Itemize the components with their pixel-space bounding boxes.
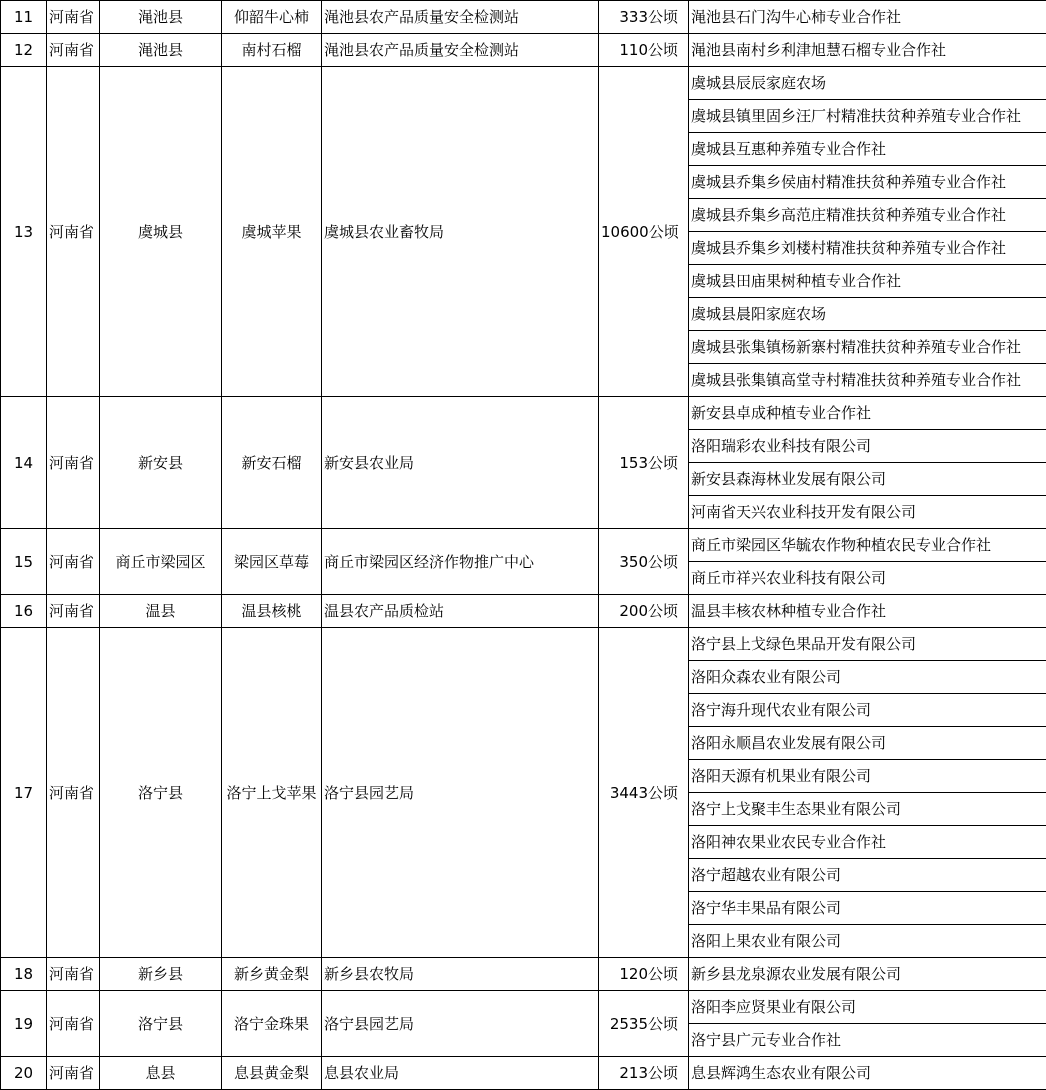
agency-cell: 洛宁县园艺局 [322, 991, 599, 1057]
row-number-cell: 13 [1, 67, 47, 397]
company-cell: 洛阳永顺昌农业发展有限公司 [689, 727, 1046, 760]
company-cell: 洛阳天源有机果业有限公司 [689, 760, 1046, 793]
company-cell: 商丘市祥兴农业科技有限公司 [689, 562, 1046, 595]
row-number-cell: 12 [1, 34, 47, 67]
company-cell: 洛宁县广元专业合作社 [689, 1024, 1046, 1057]
company-cell: 虞城县乔集乡刘楼村精准扶贫种养殖专业合作社 [689, 232, 1046, 265]
row-number-cell: 18 [1, 958, 47, 991]
company-cell: 洛阳瑞彩农业科技有限公司 [689, 430, 1046, 463]
company-cell: 新安县森海林业发展有限公司 [689, 463, 1046, 496]
table-row [1, 958, 1046, 991]
company-cell: 虞城县晨阳家庭农场 [689, 298, 1046, 331]
county-cell: 新安县 [100, 397, 222, 529]
county-cell: 温县 [100, 595, 222, 628]
area-cell: 10600公顷 [599, 67, 689, 397]
company-cell: 商丘市梁园区华毓农作物种植农民专业合作社 [689, 529, 1046, 562]
row-number-cell: 16 [1, 595, 47, 628]
table-row [1, 595, 1046, 628]
table-row [1, 529, 1046, 562]
product-name-cell: 新乡黄金梨 [222, 958, 322, 991]
product-name-cell: 虞城苹果 [222, 67, 322, 397]
company-cell: 河南省天兴农业科技开发有限公司 [689, 496, 1046, 529]
table-row [1, 628, 1046, 661]
county-cell: 渑池县 [100, 34, 222, 67]
table-row [1, 34, 1046, 67]
company-cell: 洛阳神农果业农民专业合作社 [689, 826, 1046, 859]
company-cell: 虞城县镇里固乡汪厂村精准扶贫种养殖专业合作社 [689, 100, 1046, 133]
company-cell: 洛阳李应贤果业有限公司 [689, 991, 1046, 1024]
product-name-cell: 仰韶牛心柿 [222, 1, 322, 34]
product-name-cell: 息县黄金梨 [222, 1057, 322, 1090]
company-cell: 洛阳上果农业有限公司 [689, 925, 1046, 958]
company-cell: 虞城县乔集乡侯庙村精准扶贫种养殖专业合作社 [689, 166, 1046, 199]
company-cell: 洛宁海升现代农业有限公司 [689, 694, 1046, 727]
county-cell: 虞城县 [100, 67, 222, 397]
province-cell: 河南省 [47, 1, 100, 34]
province-cell: 河南省 [47, 991, 100, 1057]
table-body [1, 1, 1046, 1090]
area-cell: 350公顷 [599, 529, 689, 595]
province-cell: 河南省 [47, 67, 100, 397]
company-cell: 虞城县乔集乡高范庄精准扶贫种养殖专业合作社 [689, 199, 1046, 232]
table-row [1, 1, 1046, 34]
area-cell: 2535公顷 [599, 991, 689, 1057]
company-cell: 温县丰核农林种植专业合作社 [689, 595, 1046, 628]
company-cell: 新乡县龙泉源农业发展有限公司 [689, 958, 1046, 991]
product-name-cell: 新安石榴 [222, 397, 322, 529]
county-cell: 洛宁县 [100, 628, 222, 958]
company-cell: 虞城县互惠种养殖专业合作社 [689, 133, 1046, 166]
agency-cell: 洛宁县园艺局 [322, 628, 599, 958]
company-cell: 新安县卓成种植专业合作社 [689, 397, 1046, 430]
province-cell: 河南省 [47, 595, 100, 628]
product-name-cell: 洛宁上戈苹果 [222, 628, 322, 958]
company-cell: 渑池县南村乡利津旭慧石榴专业合作社 [689, 34, 1046, 67]
company-cell: 息县辉鸿生态农业有限公司 [689, 1057, 1046, 1090]
county-cell: 商丘市梁园区 [100, 529, 222, 595]
area-cell: 3443公顷 [599, 628, 689, 958]
province-cell: 河南省 [47, 529, 100, 595]
province-cell: 河南省 [47, 397, 100, 529]
product-name-cell: 洛宁金珠果 [222, 991, 322, 1057]
area-cell: 110公顷 [599, 34, 689, 67]
company-cell: 洛阳众森农业有限公司 [689, 661, 1046, 694]
row-number-cell: 17 [1, 628, 47, 958]
company-cell: 洛宁华丰果品有限公司 [689, 892, 1046, 925]
product-name-cell: 南村石榴 [222, 34, 322, 67]
company-cell: 洛宁上戈聚丰生态果业有限公司 [689, 793, 1046, 826]
agency-cell: 渑池县农产品质量安全检测站 [322, 34, 599, 67]
province-cell: 河南省 [47, 628, 100, 958]
area-cell: 153公顷 [599, 397, 689, 529]
county-cell: 渑池县 [100, 1, 222, 34]
product-name-cell: 温县核桃 [222, 595, 322, 628]
county-cell: 息县 [100, 1057, 222, 1090]
area-cell: 213公顷 [599, 1057, 689, 1090]
table-row [1, 991, 1046, 1024]
row-number-cell: 19 [1, 991, 47, 1057]
agency-cell: 新安县农业局 [322, 397, 599, 529]
row-number-cell: 15 [1, 529, 47, 595]
area-cell: 200公顷 [599, 595, 689, 628]
agency-cell: 虞城县农业畜牧局 [322, 67, 599, 397]
row-number-cell: 14 [1, 397, 47, 529]
province-cell: 河南省 [47, 1057, 100, 1090]
agency-cell: 温县农产品质检站 [322, 595, 599, 628]
county-cell: 洛宁县 [100, 991, 222, 1057]
county-cell: 新乡县 [100, 958, 222, 991]
agency-cell: 渑池县农产品质量安全检测站 [322, 1, 599, 34]
row-number-cell: 11 [1, 1, 47, 34]
agency-cell: 新乡县农牧局 [322, 958, 599, 991]
company-cell: 虞城县辰辰家庭农场 [689, 67, 1046, 100]
table-row [1, 397, 1046, 430]
product-name-cell: 梁园区草莓 [222, 529, 322, 595]
table-row [1, 1057, 1046, 1090]
company-cell: 虞城县田庙果树种植专业合作社 [689, 265, 1046, 298]
area-cell: 333公顷 [599, 1, 689, 34]
row-number-cell: 20 [1, 1057, 47, 1090]
company-cell: 洛宁县上戈绿色果品开发有限公司 [689, 628, 1046, 661]
company-cell: 渑池县石门沟牛心柿专业合作社 [689, 1, 1046, 34]
area-cell: 120公顷 [599, 958, 689, 991]
province-cell: 河南省 [47, 34, 100, 67]
province-cell: 河南省 [47, 958, 100, 991]
company-cell: 洛宁超越农业有限公司 [689, 859, 1046, 892]
agency-cell: 息县农业局 [322, 1057, 599, 1090]
table-row [1, 67, 1046, 100]
company-cell: 虞城县张集镇高堂寺村精准扶贫种养殖专业合作社 [689, 364, 1046, 397]
agency-cell: 商丘市梁园区经济作物推广中心 [322, 529, 599, 595]
company-cell: 虞城县张集镇杨新寨村精准扶贫种养殖专业合作社 [689, 331, 1046, 364]
